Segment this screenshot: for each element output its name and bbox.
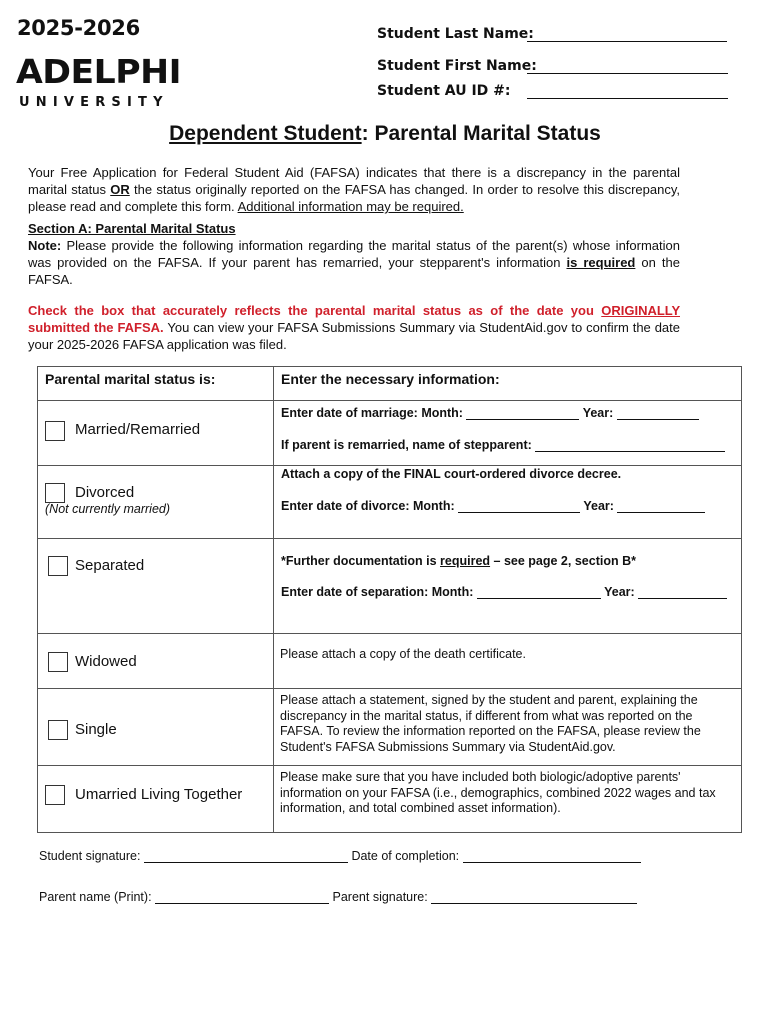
separated-checkbox[interactable] bbox=[48, 556, 68, 576]
unmarried-label: Umarried Living Together bbox=[75, 786, 243, 803]
university-logo: ADELPHI bbox=[16, 52, 181, 91]
divorce-month-field[interactable] bbox=[458, 500, 580, 513]
unmarried-row-label bbox=[38, 766, 274, 833]
separated-info: *Further documentation is required – see page 2, section B* Enter date of separation: Month: Year: bbox=[274, 539, 742, 634]
au-id-label: Student AU ID #: bbox=[377, 83, 511, 99]
unmarried-info: Please make sure that you have included both biologic/adoptive parents' information on your FAFSA (i.e., demographics, combined 2022 wages and tax information, and total combined asset information). bbox=[274, 766, 742, 833]
single-checkbox[interactable] bbox=[48, 720, 68, 740]
last-name-field[interactable] bbox=[527, 41, 727, 42]
divorce-year-field[interactable] bbox=[617, 500, 705, 513]
single-row-label bbox=[38, 689, 274, 766]
divorced-row-label bbox=[38, 466, 274, 539]
last-name-label: Student Last Name: bbox=[377, 26, 534, 42]
stepparent-name-field[interactable] bbox=[535, 439, 725, 452]
separated-label: Separated bbox=[75, 557, 145, 574]
col1-header: Parental marital status is: bbox=[38, 367, 274, 401]
divorced-info: Attach a copy of the FINAL court-ordered divorce decree. Enter date of divorce: Month: Year: bbox=[274, 466, 742, 539]
marriage-year-field[interactable] bbox=[617, 407, 699, 420]
single-info: Please attach a statement, signed by the student and parent, explaining the discrepancy in the marital status, if different from what was reported on the FAFSA. To review the information reported on the FAFSA, please review the Student's FAFSA Submissions Summary via StudentAid.gov. bbox=[274, 689, 742, 766]
married-info: Enter date of marriage: Month: Year: If parent is remarried, name of stepparent: bbox=[274, 401, 742, 466]
separated-row-label bbox=[38, 539, 274, 634]
widowed-label: Widowed bbox=[75, 653, 137, 670]
section-a-heading: Section A: Parental Marital Status bbox=[28, 221, 236, 236]
unmarried-checkbox[interactable] bbox=[45, 785, 65, 805]
married-row-label bbox=[38, 401, 274, 466]
separation-year-field[interactable] bbox=[638, 586, 727, 599]
section-a: Section A: Parental Marital Status Note: Please provide the following information regarding the marital status of the parent(s) whose information was provided on the FAFSA. If your parent has remarried, your stepparent's information is required on the FAFSA. bbox=[28, 221, 680, 287]
page-title: Dependent Student: Parental Marital Status bbox=[169, 122, 601, 145]
marital-status-table bbox=[37, 366, 742, 833]
instruction-paragraph: Check the box that accurately reflects the parental marital status as of the date you ORIGINALLY submitted the FAFSA. You can view your FAFSA Submissions Summary via StudentAid.gov to confirm the date your 2025-2026 FAFSA application was filed. bbox=[28, 303, 680, 352]
parent-name-field[interactable] bbox=[155, 891, 329, 904]
intro-paragraph: Your Free Application for Federal Student Aid (FAFSA) indicates that there is a discrepancy in the parental marital status OR the status originally reported on the FAFSA has changed. In order to resolve this discrepancy, please read and complete this form. Additional information may be required. bbox=[28, 165, 680, 214]
first-name-label: Student First Name: bbox=[377, 58, 537, 74]
first-name-field[interactable] bbox=[527, 73, 728, 74]
au-id-field[interactable] bbox=[527, 98, 728, 99]
marriage-month-field[interactable] bbox=[466, 407, 579, 420]
divorce-decree-text: Attach a copy of the FINAL court-ordered divorce decree. bbox=[281, 467, 622, 481]
signature-line-2: Parent name (Print): Parent signature: bbox=[39, 890, 637, 904]
widowed-checkbox[interactable] bbox=[48, 652, 68, 672]
divorced-checkbox[interactable] bbox=[45, 483, 65, 503]
separation-month-field[interactable] bbox=[477, 586, 601, 599]
form-year: 2025-2026 bbox=[17, 16, 140, 40]
divorced-sublabel: (Not currently married) bbox=[45, 502, 171, 516]
signature-line-1: Student signature: Date of completion: bbox=[39, 849, 641, 863]
married-checkbox[interactable] bbox=[45, 421, 65, 441]
student-signature-field[interactable] bbox=[144, 850, 348, 863]
col2-header: Enter the necessary information: bbox=[274, 367, 742, 401]
divorced-label: Divorced bbox=[75, 484, 135, 501]
widowed-row-label bbox=[38, 634, 274, 689]
single-label: Single bbox=[75, 721, 117, 738]
university-logo-subtitle: UNIVERSITY bbox=[19, 95, 169, 110]
parent-signature-field[interactable] bbox=[431, 891, 637, 904]
widowed-info: Please attach a copy of the death certificate. bbox=[274, 634, 742, 689]
married-label: Married/Remarried bbox=[75, 421, 201, 438]
date-of-completion-field[interactable] bbox=[463, 850, 641, 863]
